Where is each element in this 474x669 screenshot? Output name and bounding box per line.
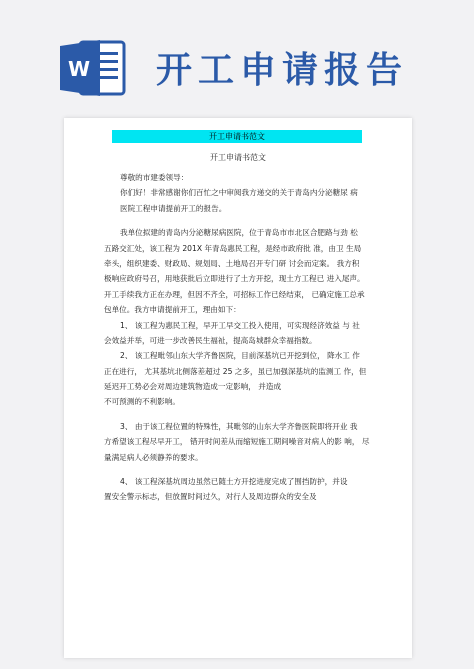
body-line: 4、 该工程深基坑周边虽然已随土方开挖进度完成了围挡防护，并设 — [120, 477, 348, 487]
word-icon — [58, 38, 128, 98]
body-line: 极响应政府号召，用地获批后立即进行了土方开挖，现土方工程已 进入尾声。 — [104, 274, 365, 284]
svg-text:W: W — [67, 57, 91, 81]
header-bar: 开工申请书范文 — [112, 130, 362, 143]
banner — [0, 0, 474, 110]
body-line: 量满足病人必须静养的要求。 — [104, 452, 203, 462]
body-line: 我单位拟建的青岛内分泌糖尿病医院，位于青岛市市北区合肥路与劲 松 — [120, 228, 358, 238]
body-line: 五路交汇处，该工程为 201X 年青岛惠民工程，是经市政府批 准，由卫 生局 — [104, 243, 362, 253]
body-line: 包单位。我方申请提前开工，理由如下： — [104, 305, 241, 315]
body-line: 会效益并举，可进一步改善民生福祉，提高岛城群众幸福指数。 — [104, 335, 317, 345]
paragraph-gap — [104, 216, 394, 225]
document-title: 开工申请书范文 — [210, 153, 266, 162]
body-line: 不可预测的不利影响。 — [104, 397, 180, 407]
body-line: 延迟开工势必会对周边建筑物造成一定影响， 并造成 — [104, 382, 282, 392]
body-line: 医院工程申请提前开工的报告。 — [120, 203, 227, 213]
paragraph-gap — [104, 410, 394, 419]
body-line: 尊敬的市建委领导： — [120, 173, 189, 182]
body-line: 开工手续我方正在办理，但因不齐全，可招标工作已经结束， 已确定施工总承 — [104, 289, 365, 299]
body-line: 方希望该工程尽早开工， 错开时间差从而缩短施工期间噪音对病人的影 响， 尽 — [104, 437, 370, 447]
body-line: 2、 该工程毗邻山东大学齐鲁医院，目前深基坑已开挖到位， 降水工 作 — [120, 351, 360, 361]
paragraph-gap — [104, 465, 394, 474]
banner-title: 开工申请报告 — [156, 50, 409, 91]
body-line: 正在进行， 尤其基坑北侧落差超过 25 之多，虽已加强深基坑的监测工 作，但 — [104, 366, 367, 376]
document-body — [104, 170, 394, 505]
body-line: 牵头，组织建委、财政局、规划局、土地局召开专门研 讨会而定案。 我方积 — [104, 258, 360, 268]
document-page — [64, 118, 412, 658]
body-line: 1、 该工程为惠民工程，早开工早交工投入使用，可实现经济效益 与 社 — [120, 320, 360, 330]
body-line: 你们好！非常感谢你们百忙之中审阅我方递交的关于青岛内分泌糖尿 病 — [120, 188, 358, 198]
body-line: 置安全警示标志，但放置时间过久，对行人及周边群众的安全及 — [104, 492, 317, 502]
body-line: 3、 由于该工程位置的特殊性，其毗邻的山东大学齐鲁医院即将开业 我 — [120, 421, 358, 431]
